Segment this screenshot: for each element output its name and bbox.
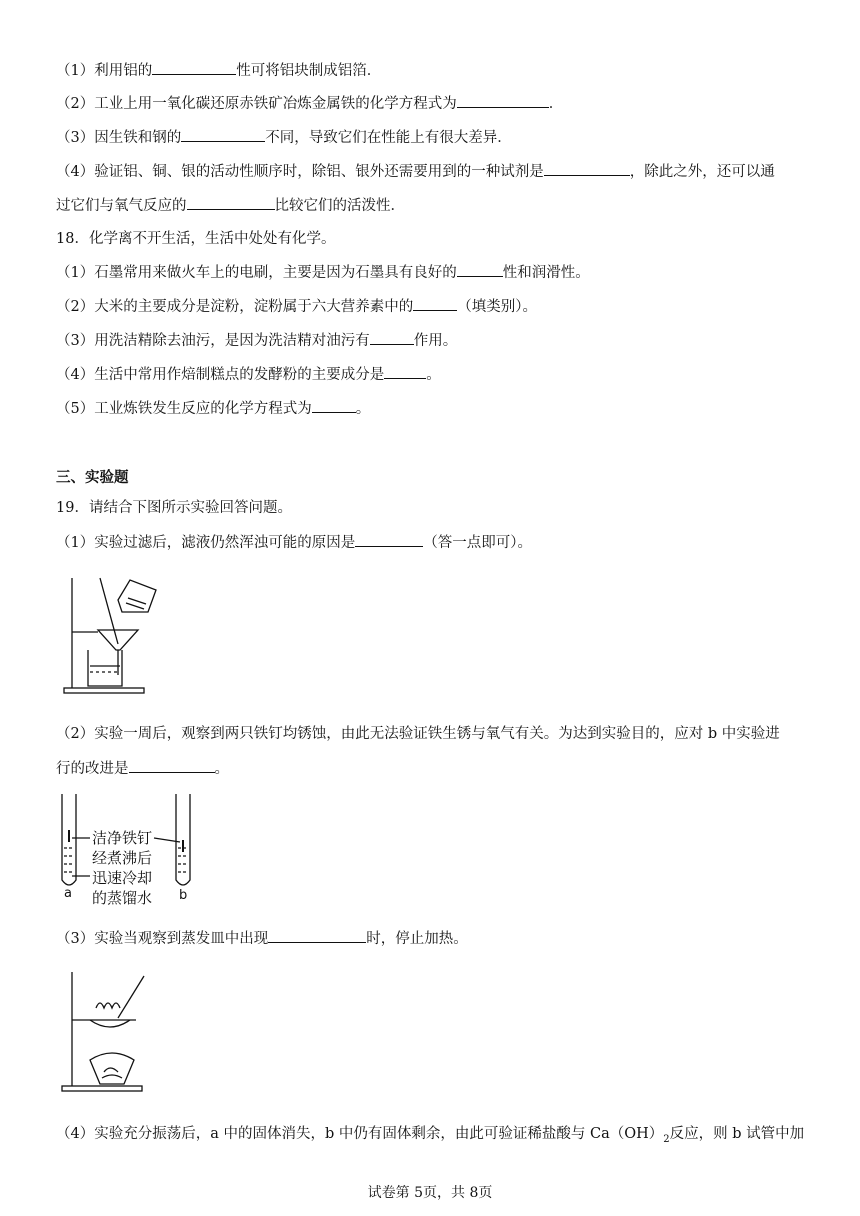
q18-2-text-b: （填类别）。 [457,299,537,315]
answer-blank[interactable] [457,262,503,277]
evaporating-dish [90,1020,130,1027]
q17-4-text-d: 比较它们的活泼性． [274,198,405,214]
filtration-apparatus-figure [60,570,170,700]
q19-2-text-c: 。 [214,761,229,777]
tube-b-label: b [179,888,188,903]
q19-title: 19．请结合下图所示实验回答问题。 [56,500,292,516]
answer-blank[interactable] [370,330,414,345]
q19-1-text-b: （答一点即可）。 [423,535,532,551]
q19-item-4 [56,1124,804,1150]
q18-item-4 [56,364,441,385]
q18-item-3 [56,330,457,351]
q18-5-text-b: 。 [355,401,371,417]
q19-4-text-a: （4）实验充分振荡后，a 中的固体消失，b 中仍有固体剩余，由此可验证稀盐酸与 Ca（OH） [56,1126,664,1142]
section-heading: 三、实验题 [56,470,129,486]
q18-1-text-b: 性和润滑性。 [502,265,590,281]
test-tube-b [176,794,190,885]
q17-1-text-b: 性可将铝块制成铝箔． [236,63,382,79]
steam [96,1003,120,1008]
q19-3-text-a: （3）实验当观察到蒸发皿中出现 [56,931,269,947]
q18-2-text-a: （2）大米的主要成分是淀粉，淀粉属于六大营养素中的 [56,299,414,315]
answer-blank[interactable] [312,398,356,413]
q18-5-text-a: （5）工业炼铁发生反应的化学方程式为 [56,401,312,417]
q17-2-text-b: ． [548,96,564,112]
q17-item-4-cont [56,195,405,216]
q19-1-text-a: （1）实验过滤后，滤液仍然浑浊可能的原因是 [56,535,356,551]
q18-4-text-a: （4）生活中常用作焙制糕点的发酵粉的主要成分是 [56,367,385,383]
label-distilled-water: 的蒸馏水 [92,889,153,907]
q17-item-4 [56,161,775,182]
iron-nail-figure [58,790,208,916]
answer-blank[interactable] [544,161,630,176]
figure-labels [92,828,152,908]
subscript: 2 [663,1133,670,1145]
q18-3-text-a: （3）用洗洁精除去油污，是因为洗洁精对油污有 [56,333,370,349]
q18-4-text-b: 。 [426,367,441,383]
tube-a-label: a [64,886,72,901]
q17-3-text-a: （3）因生铁和钢的 [56,130,182,146]
funnel [98,630,138,650]
q17-4-text-c: 过它们与氧气反应的 [56,198,187,214]
glass-rod [100,578,118,644]
answer-blank[interactable] [384,364,426,379]
q19-2-text-b: 行的改进是 [56,761,129,777]
answer-blank[interactable] [413,296,457,311]
label-boiled: 经煮沸后 [92,849,153,867]
answer-blank[interactable] [355,532,423,547]
label-cooled: 迅速冷却 [92,869,153,887]
q17-1-text-a: （1）利用铝的 [56,63,153,79]
answer-blank[interactable] [152,60,236,75]
q17-4-text-b: ，除此之外，还可以通 [629,164,775,180]
answer-blank[interactable] [187,195,275,210]
q18-3-text-b: 作用。 [413,333,458,349]
q18-item-5 [56,398,370,419]
q18-title: 18．化学离不开生活，生活中处处有化学。 [56,231,336,247]
answer-blank[interactable] [457,93,549,108]
q19-item-2: （2）实验一周后，观察到两只铁钉均锈蚀，由此无法验证铁生锈与氧气有关。为达到实验目的，应对 b 中实验进 [56,726,780,742]
answer-blank[interactable] [129,758,215,773]
glass-rod [118,976,144,1018]
q17-3-text-b: 不同，导致它们在性能上有很大差异． [265,130,512,146]
q17-2-text-a: （2）工业上用一氧化碳还原赤铁矿冶炼金属铁的化学方程式为 [56,96,457,112]
q19-item-3 [56,928,468,949]
q19-4-text-b: 反应，则 b 试管中加 [669,1126,805,1142]
page-footer: 试卷第 5页，共 8页 [367,1185,493,1201]
label-clean-nail: 洁净铁钉 [92,829,153,847]
q17-item-2 [56,93,563,114]
q18-item-2 [56,296,537,317]
q18-item-1 [56,262,590,283]
stand-base [64,688,144,693]
q17-item-3 [56,127,512,148]
q19-item-1 [56,532,532,553]
receiving-beaker [88,650,122,686]
answer-blank[interactable] [268,928,366,943]
evaporation-apparatus-figure [60,968,160,1098]
answer-blank[interactable] [181,127,265,142]
q17-4-text-a: （4）验证铝、铜、银的活动性顺序时，除铝、银外还需要用到的一种试剂是 [56,164,544,180]
q18-1-text-a: （1）石墨常用来做火车上的电刷，主要是因为石墨具有良好的 [56,265,457,281]
q19-3-text-b: 时，停止加热。 [366,931,468,947]
stand-base [62,1086,142,1091]
q17-item-1 [56,60,381,81]
q19-item-2-cont [56,758,229,779]
